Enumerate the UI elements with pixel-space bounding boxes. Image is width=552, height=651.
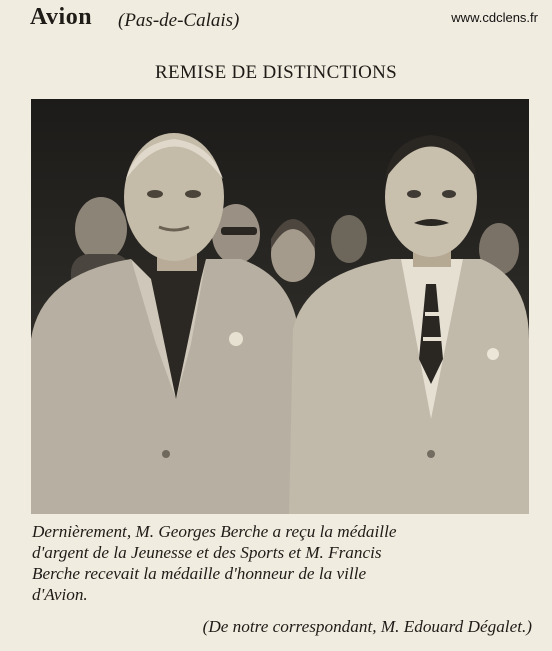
caption-line: Berche recevait la médaille d'honneur de la ville — [32, 564, 367, 583]
right-man-eye-right — [442, 190, 456, 198]
article-headline: REMISE DE DISTINCTIONS — [155, 62, 397, 83]
website-watermark: www.cdclens.fr — [451, 10, 538, 25]
caption-line: Dernièrement, M. Georges Berche a reçu la médaille — [32, 522, 397, 541]
right-man-button — [427, 450, 435, 458]
article-photo — [31, 99, 529, 514]
correspondent-credit: (De notre correspondant, M. Edouard Dégalet.) — [202, 617, 532, 636]
bg-person-right-head — [331, 215, 367, 263]
photo-illustration — [31, 99, 529, 514]
right-man-eye-left — [407, 190, 421, 198]
bg-person-left-head — [75, 197, 127, 261]
left-man-eye-left — [147, 190, 163, 198]
left-man-head — [124, 133, 224, 261]
page-header — [30, 4, 540, 38]
glasses — [221, 227, 257, 235]
town-name: Avion — [30, 4, 93, 30]
right-man-medal — [487, 348, 499, 360]
caption-line: d'Avion. — [32, 585, 88, 604]
photo-caption — [32, 521, 532, 605]
left-man-medal — [229, 332, 243, 346]
left-man-button — [162, 450, 170, 458]
left-man-eye-right — [185, 190, 201, 198]
caption-line: d'argent de la Jeunesse et des Sports et M. Francis — [32, 543, 382, 562]
region-name: (Pas-de-Calais) — [118, 10, 240, 31]
